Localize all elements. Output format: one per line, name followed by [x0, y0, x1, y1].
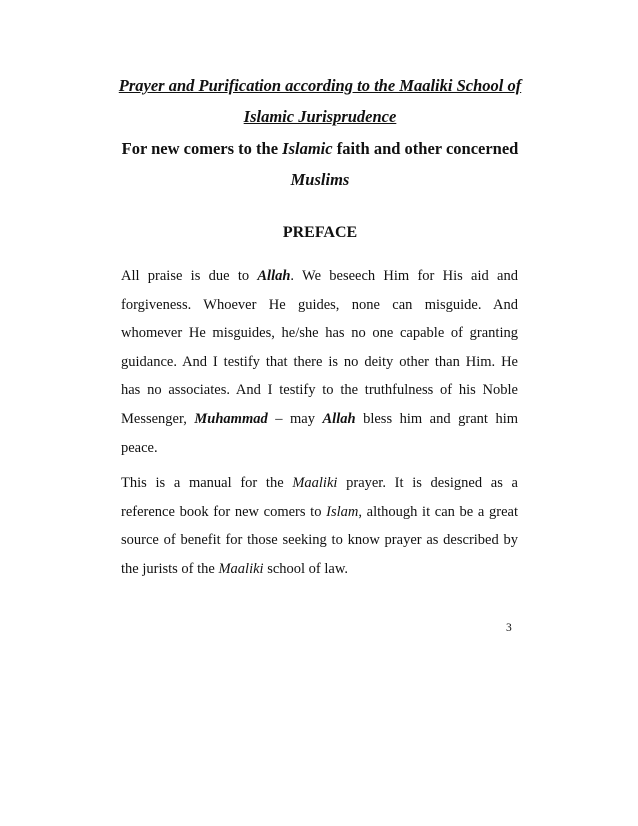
paragraph-line: peace.: [121, 439, 158, 456]
page-number: 3: [506, 622, 512, 634]
title-line-1: Prayer and Purification according to the Maaliki School of: [118, 76, 522, 95]
paragraph-line: the jurists of the Maaliki school of law.: [121, 560, 349, 577]
preface-heading: PREFACE: [282, 224, 358, 241]
paragraph-line: forgiveness. Whoever He guides, none can misguide. And: [121, 296, 518, 313]
paragraph-line: guidance. And I testify that there is no deity other than Him. He: [121, 353, 518, 370]
subtitle-line-1: For new comers to the Islamic faith and other concerned: [121, 139, 519, 158]
paragraph-line: whomever He misguides, he/she has no one capable of granting: [121, 325, 518, 342]
subtitle-line-2: Muslims: [290, 170, 350, 189]
title-line-2: Islamic Jurisprudence: [243, 107, 397, 126]
paragraph-line: This is a manual for the Maaliki prayer. It is designed as a: [121, 475, 518, 491]
paragraph-line: reference book for new comers to Islam, although it can be a great: [121, 503, 518, 520]
paragraph-line: has no associates. And I testify to the truthfulness of his Noble: [121, 382, 518, 399]
paragraph-line: All praise is due to Allah. We beseech Him for His aid and: [121, 268, 518, 284]
paragraph-line: Messenger, Muhammad – may Allah bless him and grant him: [121, 410, 519, 427]
preface-paragraph-2: [121, 469, 518, 583]
preface-paragraph-1: [121, 262, 518, 462]
paragraph-line: source of benefit for those seeking to know prayer as described by: [121, 532, 518, 549]
